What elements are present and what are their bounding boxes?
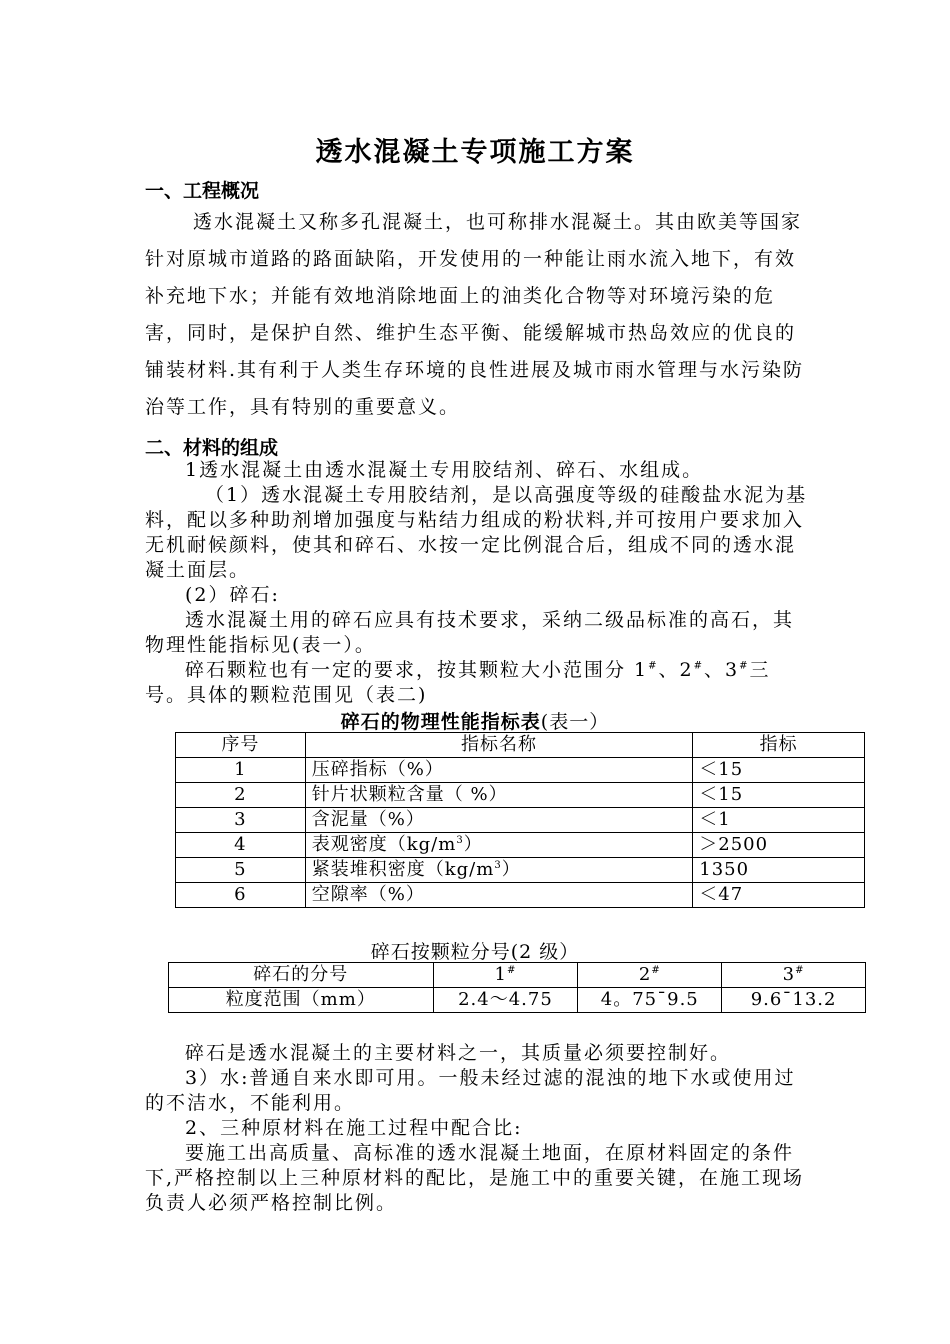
physical-properties-table <box>175 732 865 908</box>
row-number: 4 <box>176 833 306 858</box>
gravel-quality-paragraph: 碎石是透水混凝土的主要材料之一，其质量必须要控制好。 <box>185 1042 732 1064</box>
gravel-paragraph: 透水混凝土用的碎石应具有技术要求，采纳二级品标准的高石，其物理性能指标见(表一）。 <box>145 609 795 656</box>
property-name: 空隙率（%） <box>305 883 693 908</box>
gravel-heading: (2）碎石: <box>185 584 280 606</box>
water-paragraph: 3）水:普通自来水即可用。一般未经过滤的混浊的地下水或使用过的不洁水，不能利用。 <box>145 1067 796 1114</box>
row-number: 6 <box>176 883 306 908</box>
property-name: 针片状颗粒含量（ %） <box>305 783 693 808</box>
particle-paragraph: 碎石颗粒也有一定的要求，按其颗粒大小范围分 1#、2#、3#三号。具体的颗粒范围见（表二) <box>145 659 771 706</box>
particle-grading-table <box>168 962 866 1013</box>
mix-ratio-paragraph: 要施工出高质量、高标准的透水混凝土地面，在原材料固定的条件下,严格控制以上三种原材料的配比，是施工中的重要关键，在施工现场负责人必须严格控制比例。 <box>145 1142 805 1214</box>
table-row <box>176 858 865 883</box>
table2-caption: 碎石按颗粒分号(2 级） <box>370 941 580 963</box>
property-value: ＜1 <box>693 808 865 833</box>
row-number: 3 <box>176 808 306 833</box>
property-value: ＜15 <box>693 758 865 783</box>
range-cell: 9.6¯13.2 <box>722 988 866 1013</box>
table-row <box>176 758 865 783</box>
table-row <box>176 833 865 858</box>
mix-ratio-heading: 2、三种原材料在施工过程中配合比: <box>185 1117 523 1139</box>
document-title: 透水混凝土专项施工方案 <box>315 137 635 168</box>
row-number: 5 <box>176 858 306 883</box>
table-header-row <box>176 733 865 758</box>
grade-cell: 2# <box>578 963 722 988</box>
table-row <box>176 883 865 908</box>
section-heading-materials: 二、材料的组成 <box>145 437 279 459</box>
property-value: 1350 <box>693 858 865 883</box>
property-value: ＜15 <box>693 783 865 808</box>
property-value: ＞2500 <box>693 833 865 858</box>
table-row <box>176 783 865 808</box>
binder-paragraph: （1）透水混凝土专用胶结剂，是以高强度等级的硅酸盐水泥为基料，配以多种助剂增加强度与粘结力组成的粉状料,并可按用户要求加入无机耐候颜料，使其和碎石、水按一定比例混合后，组成不同的透水混凝土面层。 <box>145 484 808 581</box>
table1-caption: 碎石的物理性能指标表(表一） <box>340 711 610 733</box>
table-row <box>176 808 865 833</box>
header-cell: 序号 <box>176 733 306 758</box>
property-name: 含泥量（%） <box>305 808 693 833</box>
property-name: 紧装堆积密度$(kg/m^3)$ <box>305 858 693 883</box>
row-number: 1 <box>176 758 306 783</box>
grade-cell: 1# <box>433 963 578 988</box>
header-cell: 指标 <box>693 733 865 758</box>
section-heading-overview: 一、工程概况 <box>145 180 260 202</box>
header-cell: 指标名称 <box>305 733 693 758</box>
materials-intro: 1透水混凝土由透水混凝土专用胶结剂、碎石、水组成。 <box>185 459 704 481</box>
property-value: ＜47 <box>693 883 865 908</box>
table-row <box>169 963 866 988</box>
property-name: 压碎指标（%） <box>305 758 693 783</box>
grade-cell: 3# <box>722 963 866 988</box>
table-row <box>169 988 866 1013</box>
range-label: 粒度范围（mm） <box>169 988 434 1013</box>
property-name: 表观密度$(kg/m^3)$ <box>305 833 693 858</box>
range-cell: 2.4～4.75 <box>433 988 578 1013</box>
range-cell: 4。75¯9.5 <box>578 988 722 1013</box>
grade-label: 碎石的分号 <box>169 963 434 988</box>
row-number: 2 <box>176 783 306 808</box>
overview-paragraph: 透水混凝土又称多孔混凝土，也可称排水混凝土。其由欧美等国家针对原城市道路的路面缺陷，开发使用的一种能让雨水流入地下，有效补充地下水；并能有效地消除地面上的油类化合物等对环境污染的危害，同时，是保护自然、维护生态平衡、能缓解城市热岛效应的优良的铺装材料.其有利于人类生存环境的良性进展及城市雨水管理与水污染防治等工作，具有特别的重要意义。 <box>145 211 805 418</box>
